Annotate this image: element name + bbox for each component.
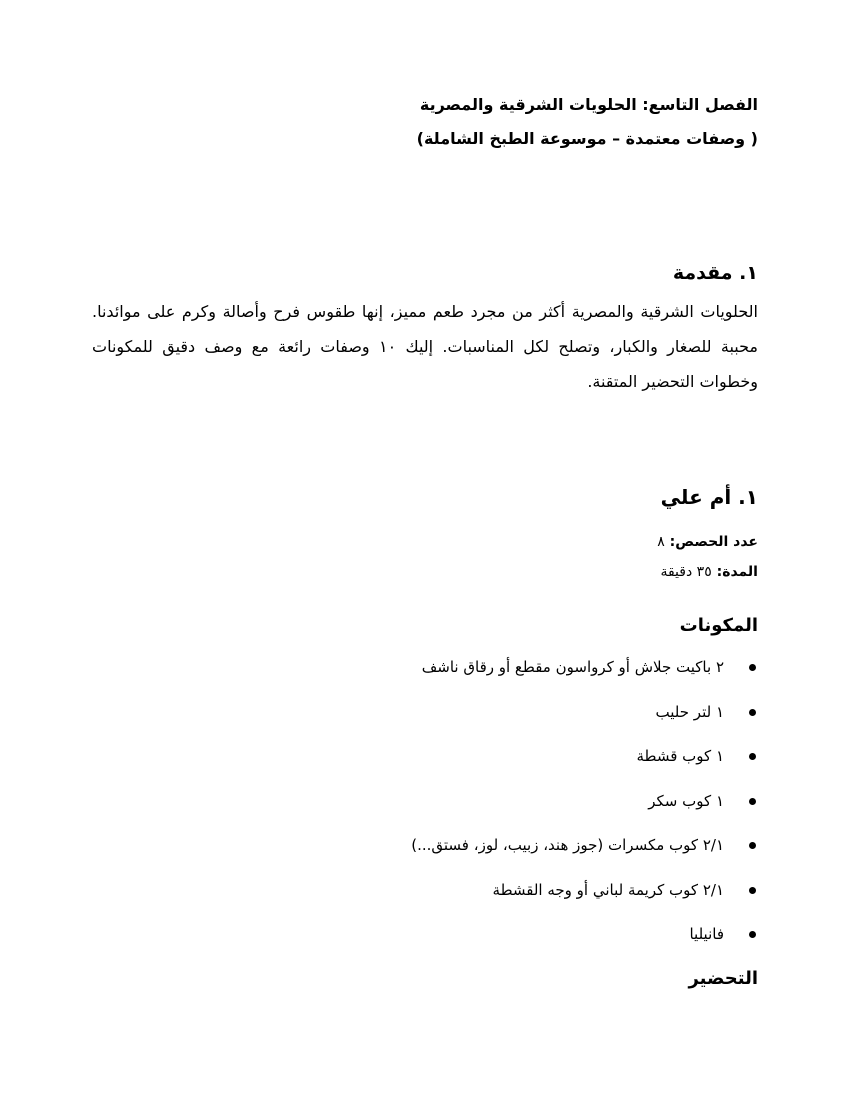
list-item bbox=[92, 879, 758, 901]
list-item bbox=[92, 701, 758, 723]
recipe-heading: ١. أم علي bbox=[660, 485, 758, 509]
list-item bbox=[92, 923, 758, 945]
servings-value: ٨ bbox=[657, 534, 665, 550]
recipe-meta bbox=[92, 527, 758, 587]
duration-line bbox=[92, 557, 758, 587]
ingredient-text: ١ كوب قشطة bbox=[636, 747, 724, 765]
bullet-icon bbox=[749, 664, 756, 671]
ingredients-heading: المكونات bbox=[679, 615, 758, 636]
list-item bbox=[92, 745, 758, 767]
ingredient-text: ١ كوب سكر bbox=[648, 791, 724, 810]
ingredient-text: ٢/١ كوب مكسرات (جوز هند، زبيب، لوز، فستق...) bbox=[411, 836, 724, 854]
intro-paragraph: الحلويات الشرقية والمصرية أكثر من مجرد طعم مميز، إنها طقوس فرح وأصالة وكرم على موائدنا. محببة للصغار والكبار، وتصلح لكل المناسبات. إليك ١٠ وصفات رائعة مع وصف دقيق للمكونات وخطوات التحضير المتقنة. bbox=[92, 302, 758, 391]
document-content bbox=[92, 88, 758, 989]
preparation-heading: التحضير bbox=[688, 967, 758, 989]
ingredient-text: ٢ باكيت جلاش أو كرواسون مقطع أو رقاق ناشف bbox=[421, 658, 724, 676]
bullet-icon bbox=[749, 709, 756, 716]
bullet-icon bbox=[749, 931, 756, 938]
ingredients-list bbox=[92, 656, 758, 945]
chapter-title: الفصل التاسع: الحلويات الشرقية والمصرية bbox=[419, 95, 758, 114]
duration-label: المدة: bbox=[716, 564, 758, 580]
list-item bbox=[92, 790, 758, 812]
bullet-icon bbox=[749, 798, 756, 805]
bullet-icon bbox=[749, 842, 756, 849]
ingredient-text: ١ لتر حليب bbox=[655, 702, 724, 721]
servings-line bbox=[92, 527, 758, 557]
bullet-icon bbox=[749, 753, 756, 760]
chapter-subtitle: ( وصفات معتمدة – موسوعة الطبخ الشاملة) bbox=[416, 129, 758, 148]
servings-label: عدد الحصص: bbox=[669, 534, 758, 550]
bullet-icon bbox=[749, 887, 756, 894]
ingredient-text: فانيليا bbox=[689, 925, 724, 943]
intro-heading: ١. مقدمة bbox=[672, 262, 758, 284]
ingredient-text: ٢/١ كوب كريمة لباني أو وجه القشطة bbox=[492, 880, 724, 899]
document-header bbox=[92, 88, 758, 156]
list-item bbox=[92, 834, 758, 856]
duration-value: ٣٥ دقيقة bbox=[660, 564, 712, 580]
list-item bbox=[92, 656, 758, 678]
